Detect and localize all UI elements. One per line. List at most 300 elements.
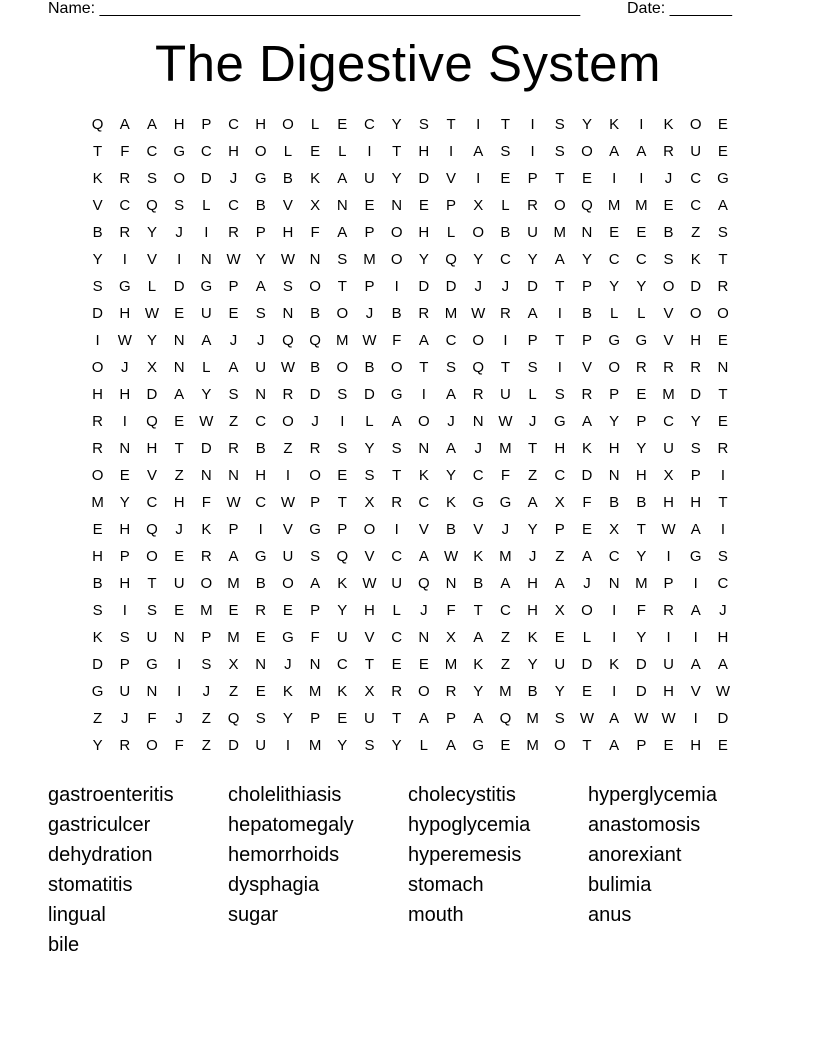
grid-letter: Y (473, 251, 484, 268)
grid-letter: X (228, 656, 239, 673)
grid-letter: H (635, 467, 647, 484)
grid-row (84, 597, 744, 624)
grid-letter: N (309, 251, 321, 268)
grid-letter: Y (473, 683, 484, 700)
grid-letter: L (392, 602, 401, 619)
grid-letter: N (472, 413, 484, 430)
grid-letter: B (92, 575, 103, 592)
grid-letter: G (635, 332, 648, 349)
grid-letter: V (663, 305, 674, 322)
grid-letter: I (666, 629, 671, 646)
grid-letter: R (690, 359, 702, 376)
grid-letter: H (418, 224, 430, 241)
grid-letter: N (146, 683, 158, 700)
word-list-item: hyperglycemia (588, 784, 717, 806)
grid-letter: U (663, 440, 674, 457)
grid-letter: J (719, 602, 727, 619)
grid-letter: Y (418, 251, 429, 268)
grid-letter: F (500, 467, 510, 484)
grid-letter: N (717, 359, 729, 376)
grid-letter: R (119, 224, 131, 241)
grid-letter: J (311, 413, 319, 430)
date-field-label: Date: _______ (627, 0, 732, 17)
grid-letter: A (418, 332, 429, 349)
grid-letter: D (228, 737, 239, 754)
grid-letter: R (92, 413, 104, 430)
grid-letter: S (174, 197, 185, 214)
grid-letter: W (280, 494, 295, 511)
grid-letter: A (418, 710, 429, 727)
grid-letter: B (364, 359, 375, 376)
grid-letter: O (553, 737, 566, 754)
grid-letter: A (337, 170, 348, 187)
grid-letter: O (418, 683, 430, 700)
grid-letter: P (310, 602, 321, 619)
grid-letter: N (173, 629, 185, 646)
grid-letter: X (554, 602, 565, 619)
grid-letter: E (174, 413, 185, 430)
grid-letter: A (119, 116, 130, 133)
grid-letter: P (364, 278, 375, 295)
grid-letter: W (280, 251, 295, 268)
grid-letter: M (444, 305, 458, 322)
grid-letter: V (446, 170, 457, 187)
grid-letter: V (282, 197, 293, 214)
grid-letter: Z (500, 656, 510, 673)
grid-letter: T (473, 602, 483, 619)
grid-letter: A (146, 116, 157, 133)
grid-letter: O (472, 332, 485, 349)
grid-letter: E (500, 737, 511, 754)
grid-letter: Y (119, 494, 130, 511)
grid-letter: J (528, 413, 537, 430)
grid-letter: S (92, 278, 103, 295)
grid-letter: O (146, 548, 158, 565)
grid-letter: I (503, 332, 508, 349)
grid-letter: W (144, 305, 160, 322)
grid-letter: K (92, 170, 103, 187)
grid-letter: D (445, 278, 457, 295)
grid-letter: R (119, 737, 131, 754)
grid-letter: P (581, 332, 592, 349)
grid-letter: N (391, 197, 403, 214)
grid-letter: G (118, 278, 131, 295)
grid-letter: A (609, 143, 620, 160)
grid-letter: S (554, 710, 565, 727)
grid-letter: M (662, 386, 675, 403)
grid-letter: J (229, 332, 238, 349)
grid-row (84, 705, 744, 732)
grid-letter: Z (201, 710, 211, 727)
word-list-item: cholecystitis (408, 784, 516, 806)
grid-letter: I (476, 116, 481, 133)
grid-letter: I (340, 413, 345, 430)
grid-letter: R (499, 305, 511, 322)
grid-letter: J (528, 548, 537, 565)
grid-letter: R (635, 359, 647, 376)
grid-letter: P (119, 656, 130, 673)
grid-row (84, 624, 744, 651)
grid-letter: Q (227, 710, 240, 727)
grid-letter: M (336, 332, 349, 349)
grid-letter: S (554, 386, 565, 403)
grid-letter: I (394, 521, 399, 538)
grid-letter: S (255, 305, 266, 322)
grid-letter: N (336, 197, 348, 214)
grid-letter: S (446, 359, 457, 376)
grid-letter: A (527, 494, 538, 511)
grid-letter: O (390, 251, 403, 268)
grid-letter: E (255, 629, 266, 646)
grid-letter: A (554, 575, 565, 592)
grid-letter: W (362, 332, 377, 349)
grid-letter: Z (174, 467, 184, 484)
grid-letter: U (336, 629, 348, 646)
grid-letter: W (117, 332, 132, 349)
grid-row (84, 165, 744, 192)
grid-letter: Q (445, 251, 457, 268)
grid-letter: A (446, 386, 457, 403)
grid-letter: R (228, 224, 239, 241)
word-list-item: sugar (228, 904, 279, 926)
grid-letter: A (228, 548, 239, 565)
grid-letter: M (308, 737, 322, 754)
grid-letter: X (364, 683, 375, 700)
grid-letter: J (202, 683, 211, 700)
grid-row (84, 192, 744, 219)
grid-letter: J (664, 170, 673, 187)
grid-letter: R (663, 143, 674, 160)
word-list-item: anorexiant (588, 844, 682, 866)
grid-letter: R (228, 440, 239, 457)
grid-letter: K (201, 521, 212, 538)
grid-letter: S (418, 116, 429, 133)
grid-letter: I (530, 116, 535, 133)
grid-letter: L (283, 143, 293, 160)
grid-letter: U (146, 629, 158, 646)
grid-letter: P (636, 413, 647, 430)
grid-letter: H (690, 737, 702, 754)
grid-letter: E (636, 224, 647, 241)
grid-letter: O (336, 305, 349, 322)
grid-letter: G (390, 386, 403, 403)
grid-letter: J (474, 278, 482, 295)
grid-letter: N (418, 629, 430, 646)
grid-letter: Q (282, 332, 294, 349)
grid-letter: S (391, 440, 402, 457)
grid-letter: T (718, 251, 728, 268)
grid-row (84, 462, 744, 489)
grid-letter: W (634, 710, 649, 727)
grid-letter: G (254, 548, 267, 565)
grid-letter: R (200, 548, 212, 565)
grid-letter: R (418, 305, 430, 322)
grid-letter: O (608, 359, 620, 376)
grid-letter: H (282, 224, 294, 241)
grid-letter: T (392, 143, 402, 160)
word-list-item: anus (588, 904, 632, 926)
grid-letter: U (690, 143, 702, 160)
grid-letter: G (717, 170, 729, 187)
grid-letter: S (364, 467, 375, 484)
grid-letter: R (119, 170, 131, 187)
grid-letter: B (310, 305, 321, 322)
grid-letter: G (689, 548, 702, 565)
grid-letter: Y (609, 278, 620, 295)
grid-letter: K (337, 683, 348, 700)
grid-letter: E (717, 413, 728, 430)
grid-letter: S (717, 224, 728, 241)
grid-letter: T (174, 440, 184, 457)
grid-letter: M (526, 737, 539, 754)
grid-letter: B (310, 359, 321, 376)
grid-letter: Q (146, 521, 158, 538)
grid-letter: A (717, 197, 728, 214)
grid-letter: W (579, 710, 595, 727)
grid-letter: N (228, 467, 239, 484)
grid-letter: G (254, 170, 267, 187)
grid-row (84, 435, 744, 462)
grid-letter: I (612, 629, 617, 646)
grid-letter: E (663, 197, 674, 214)
grid-letter: H (92, 386, 104, 403)
grid-letter: Y (337, 737, 348, 754)
grid-letter: E (119, 467, 130, 484)
grid-letter: W (199, 413, 214, 430)
grid-letter: B (391, 305, 402, 322)
grid-letter: A (690, 602, 701, 619)
grid-letter: G (472, 737, 485, 754)
grid-letter: R (92, 440, 104, 457)
grid-letter: H (690, 332, 702, 349)
grid-letter: H (554, 440, 566, 457)
grid-letter: J (175, 224, 183, 241)
grid-letter: N (200, 251, 212, 268)
grid-letter: U (173, 575, 185, 592)
grid-letter: D (581, 467, 593, 484)
grid-letter: F (582, 494, 592, 511)
grid-letter: C (554, 467, 566, 484)
grid-letter: R (255, 602, 267, 619)
grid-letter: M (553, 224, 567, 241)
grid-letter: A (174, 386, 185, 403)
grid-letter: Y (527, 521, 538, 538)
grid-letter: N (173, 332, 185, 349)
grid-letter: D (581, 656, 593, 673)
grid-letter: C (119, 197, 131, 214)
grid-letter: U (364, 710, 375, 727)
grid-letter: M (227, 575, 240, 592)
grid-letter: A (581, 413, 592, 430)
grid-letter: L (609, 305, 619, 322)
grid-letter: T (392, 710, 402, 727)
grid-letter: S (146, 170, 157, 187)
grid-letter: M (607, 197, 621, 214)
grid-letter: R (309, 440, 321, 457)
grid-letter: H (173, 494, 185, 511)
grid-letter: Q (336, 548, 349, 565)
grid-letter: P (337, 521, 348, 538)
grid-letter: A (717, 656, 728, 673)
grid-letter: Z (283, 440, 293, 457)
grid-letter: F (636, 602, 646, 619)
grid-letter: E (92, 521, 103, 538)
grid-letter: T (500, 116, 510, 133)
grid-letter: J (447, 413, 455, 430)
grid-row (84, 354, 744, 381)
grid-letter: Z (201, 737, 211, 754)
grid-letter: Y (581, 251, 592, 268)
grid-letter: V (690, 683, 701, 700)
grid-letter: A (446, 440, 457, 457)
grid-letter: T (636, 521, 646, 538)
grid-letter: P (228, 278, 239, 295)
grid-row (84, 111, 744, 138)
grid-letter: N (309, 656, 321, 673)
grid-letter: L (310, 116, 320, 133)
grid-letter: X (446, 629, 457, 646)
grid-letter: D (92, 305, 104, 322)
grid-row (84, 732, 744, 759)
grid-letter: J (284, 656, 292, 673)
grid-letter: S (554, 143, 565, 160)
grid-letter: A (581, 548, 592, 565)
grid-letter: G (499, 494, 512, 511)
grid-letter: Y (201, 386, 212, 403)
grid-letter: J (175, 521, 183, 538)
grid-letter: W (362, 575, 377, 592)
grid-letter: I (122, 413, 127, 430)
grid-letter: X (663, 467, 674, 484)
grid-row (84, 651, 744, 678)
grid-letter: Y (609, 413, 620, 430)
grid-row (84, 570, 744, 597)
grid-letter: Z (93, 710, 103, 727)
grid-letter: E (255, 683, 266, 700)
grid-letter: A (473, 629, 484, 646)
grid-letter: I (177, 656, 182, 673)
word-list-item: hyperemesis (408, 844, 522, 866)
grid-letter: A (310, 575, 321, 592)
grid-letter: R (717, 440, 729, 457)
grid-letter: V (364, 629, 375, 646)
grid-letter: H (527, 602, 539, 619)
grid-letter: I (394, 278, 399, 295)
grid-letter: A (446, 737, 457, 754)
grid-letter: O (254, 143, 267, 160)
grid-row (84, 246, 744, 273)
grid-letter: K (473, 656, 484, 673)
grid-letter: J (501, 521, 510, 538)
grid-letter: W (661, 710, 676, 727)
grid-letter: B (92, 224, 103, 241)
grid-letter: O (309, 278, 321, 295)
grid-letter: Z (528, 467, 538, 484)
grid-letter: C (418, 494, 430, 511)
grid-letter: H (92, 548, 104, 565)
grid-letter: A (554, 251, 565, 268)
grid-letter: P (636, 737, 647, 754)
page-title: The Digestive System (154, 35, 661, 92)
grid-letter: P (581, 278, 592, 295)
grid-letter: C (364, 116, 375, 133)
word-list-item: hepatomegaly (228, 814, 354, 836)
grid-letter: Q (146, 197, 158, 214)
grid-letter: E (228, 305, 239, 322)
grid-letter: I (720, 467, 725, 484)
grid-letter: M (363, 251, 376, 268)
grid-letter: A (690, 521, 701, 538)
grid-letter: D (200, 170, 212, 187)
grid-letter: I (720, 521, 725, 538)
grid-letter: E (663, 737, 674, 754)
grid-letter: P (527, 332, 538, 349)
grid-letter: P (228, 521, 239, 538)
grid-letter: P (310, 710, 321, 727)
grid-letter: K (446, 494, 457, 511)
grid-letter: Z (555, 548, 565, 565)
grid-letter: A (527, 305, 538, 322)
grid-letter: I (530, 143, 535, 160)
grid-letter: T (500, 359, 510, 376)
grid-letter: Y (92, 251, 103, 268)
grid-letter: E (310, 143, 321, 160)
grid-letter: H (364, 602, 375, 619)
grid-letter: X (310, 197, 321, 214)
grid-letter: O (336, 359, 349, 376)
grid-letter: E (337, 467, 348, 484)
grid-letter: O (363, 521, 376, 538)
grid-letter: O (581, 143, 593, 160)
grid-letter: P (527, 170, 538, 187)
grid-letter: A (473, 710, 484, 727)
grid-letter: J (474, 440, 482, 457)
grid-row (84, 138, 744, 165)
grid-letter: K (609, 656, 620, 673)
grid-letter: Q (91, 116, 104, 133)
grid-letter: F (310, 224, 320, 241)
grid-letter: R (663, 602, 674, 619)
word-list-item: cholelithiasis (228, 784, 342, 806)
grid-letter: J (175, 710, 183, 727)
grid-letter: O (146, 737, 158, 754)
grid-letter: L (528, 386, 537, 403)
grid-letter: I (122, 602, 127, 619)
name-field-label: Name: ______________________________________________________ (48, 0, 581, 17)
grid-letter: M (227, 629, 240, 646)
grid-letter: T (718, 494, 728, 511)
word-list-item: hypoglycemia (408, 814, 531, 836)
grid-letter: O (309, 467, 321, 484)
grid-row (84, 327, 744, 354)
grid-letter: H (690, 494, 702, 511)
grid-letter: D (200, 440, 212, 457)
grid-letter: Z (228, 413, 239, 430)
grid-letter: S (337, 386, 348, 403)
grid-letter: E (282, 602, 293, 619)
grid-letter: M (444, 656, 458, 673)
grid-row (84, 408, 744, 435)
grid-letter: I (693, 710, 698, 727)
grid-letter: K (310, 170, 321, 187)
grid-letter: C (146, 494, 158, 511)
grid-letter: G (309, 521, 321, 538)
grid-letter: T (337, 278, 347, 295)
grid-letter: V (581, 359, 592, 376)
grid-letter: O (553, 197, 566, 214)
grid-letter: C (690, 170, 702, 187)
grid-letter: M (526, 710, 539, 727)
